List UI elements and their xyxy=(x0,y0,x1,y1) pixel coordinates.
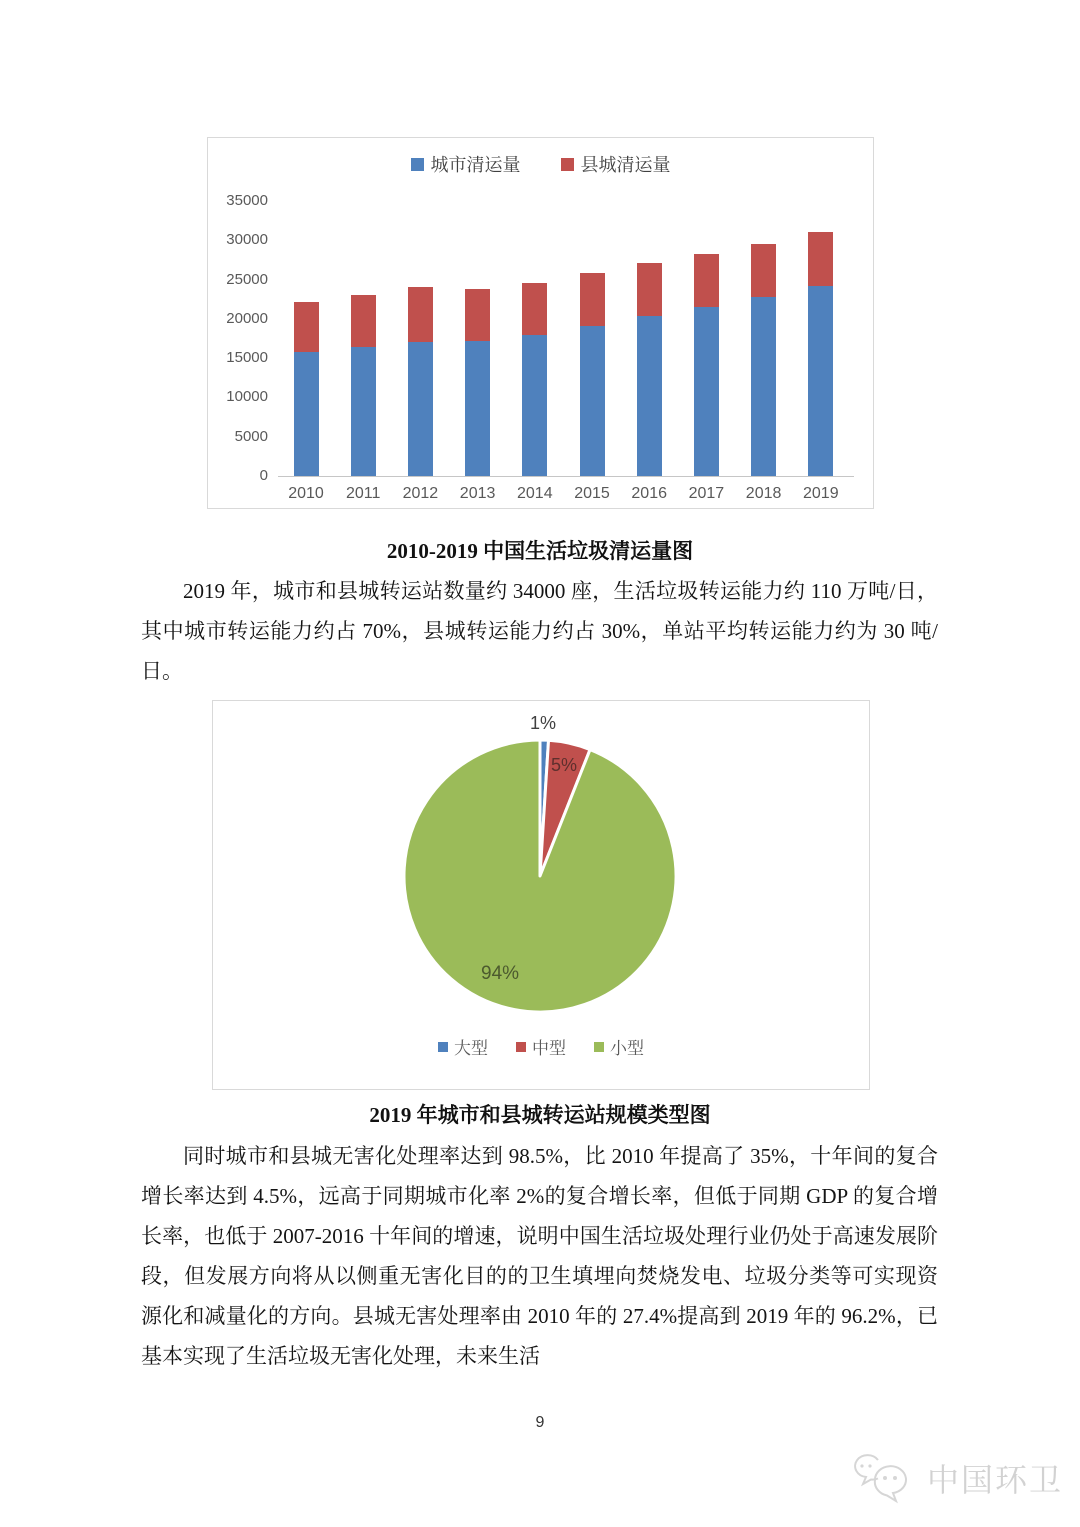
paragraph-harmless-treatment: 同时城市和县城无害化处理率达到 98.5%，比 2010 年提高了 35%，十年间的复合增长率达到 4.5%，远高于同期城市化率 2%的复合增长率，但低于同期 GDP 的复合增长率，也低于 2007-2016 十年间的增速，说明中国生活垃圾处理行业仍处于高速发展阶段，但发展方向将从以侧重无害化目的的卫生填埋向焚烧发电、垃圾分类等可实现资源化和减量化的方向。县城无害处理率由 2010 年的 27.4%提高到 2019 年的 96.2%，已基本实现了生活垃圾无害化处理，未来生活 xyxy=(141,1144,938,1368)
legend-label: 中型 xyxy=(532,1039,566,1058)
bar-segment-county xyxy=(580,273,605,326)
bar-segment-city xyxy=(351,347,376,476)
bar-segment-city xyxy=(751,297,776,476)
bar-segment-county xyxy=(694,254,719,307)
bar-segment-county xyxy=(637,263,662,316)
bar-segment-county xyxy=(522,283,547,336)
legend-item xyxy=(561,151,671,177)
legend-label: 城市清运量 xyxy=(430,155,521,175)
y-axis-tick-label: 20000 xyxy=(226,309,268,327)
legend-swatch-icon xyxy=(411,158,424,171)
pie-slice-label-small: 94% xyxy=(481,963,520,984)
y-axis-tick-label: 10000 xyxy=(226,388,268,406)
x-axis-line xyxy=(278,476,854,477)
bar-segment-city xyxy=(637,316,662,476)
legend-swatch-icon xyxy=(438,1042,448,1052)
x-axis-tick-label: 2013 xyxy=(459,485,496,502)
x-axis-tick-label: 2019 xyxy=(803,485,839,502)
y-axis-tick-label: 25000 xyxy=(226,270,268,288)
y-axis-tick-label: 0 xyxy=(259,467,268,484)
bar-segment-city xyxy=(294,352,319,476)
bar-segment-city xyxy=(808,286,833,476)
x-axis-tick-label: 2014 xyxy=(517,485,553,502)
pie-chart-caption: 2019 年城市和县城转运站规模类型图 xyxy=(369,1103,711,1127)
x-axis-tick-label: 2017 xyxy=(688,485,725,502)
bar-segment-city xyxy=(694,307,719,476)
legend-swatch-icon xyxy=(594,1042,604,1052)
x-axis-tick-label: 2018 xyxy=(745,485,782,502)
bar-segment-county xyxy=(808,232,833,286)
bar-segment-county xyxy=(751,244,776,297)
legend-label: 县城清运量 xyxy=(580,155,671,175)
bar-chart-panel xyxy=(207,137,874,509)
legend-item xyxy=(438,1034,488,1059)
wechat-bubbles-icon xyxy=(853,1450,919,1506)
bar-chart-legend xyxy=(208,151,873,177)
y-axis-tick-label: 30000 xyxy=(226,231,268,249)
bar-segment-city xyxy=(522,335,547,476)
x-axis-tick-label: 2015 xyxy=(574,485,610,502)
watermark xyxy=(853,1450,1063,1506)
pie-slice-label-medium: 5% xyxy=(551,755,578,775)
x-axis-tick-label: 2010 xyxy=(288,485,324,502)
x-axis-tick-label: 2016 xyxy=(631,485,667,502)
y-axis-tick-label: 15000 xyxy=(226,349,268,367)
bar-segment-city xyxy=(580,326,605,476)
pie-chart-panel xyxy=(212,700,870,1090)
pie-chart xyxy=(390,726,690,1026)
legend-label: 大型 xyxy=(454,1039,488,1058)
bar-segment-county xyxy=(408,287,433,341)
bar-segment-city xyxy=(465,341,490,476)
bar-segment-city xyxy=(408,342,433,476)
legend-item xyxy=(516,1034,566,1059)
page-number: 9 xyxy=(535,1414,545,1431)
bar-chart-caption: 2010-2019 中国生活垃圾清运量图 xyxy=(386,539,694,563)
watermark-text: 中国环卫 xyxy=(926,1462,1063,1498)
legend-label: 小型 xyxy=(610,1039,644,1058)
y-axis-tick-label: 5000 xyxy=(234,427,268,445)
legend-swatch-icon xyxy=(561,158,574,171)
bar-segment-county xyxy=(351,295,376,348)
pie-slice-label-large: 1% xyxy=(529,713,557,733)
legend-item xyxy=(594,1034,644,1059)
bar-segment-county xyxy=(465,289,490,341)
y-axis-tick-label: 35000 xyxy=(226,192,268,209)
x-axis-tick-label: 2012 xyxy=(402,485,439,502)
legend-swatch-icon xyxy=(516,1042,526,1052)
x-axis-tick-label: 2011 xyxy=(345,485,381,502)
bar-segment-county xyxy=(294,302,319,352)
pie-chart-legend xyxy=(213,1034,869,1059)
paragraph-transfer-stations: 2019 年，城市和县城转运站数量约 34000 座，生活垃圾转运能力约 110 万吨/日，其中城市转运能力约占 70%，县城转运能力约占 30%，单站平均转运能力约为 30 吨/日。 xyxy=(141,579,938,683)
pie-slice-小型 xyxy=(404,740,676,1012)
legend-item xyxy=(411,151,521,177)
